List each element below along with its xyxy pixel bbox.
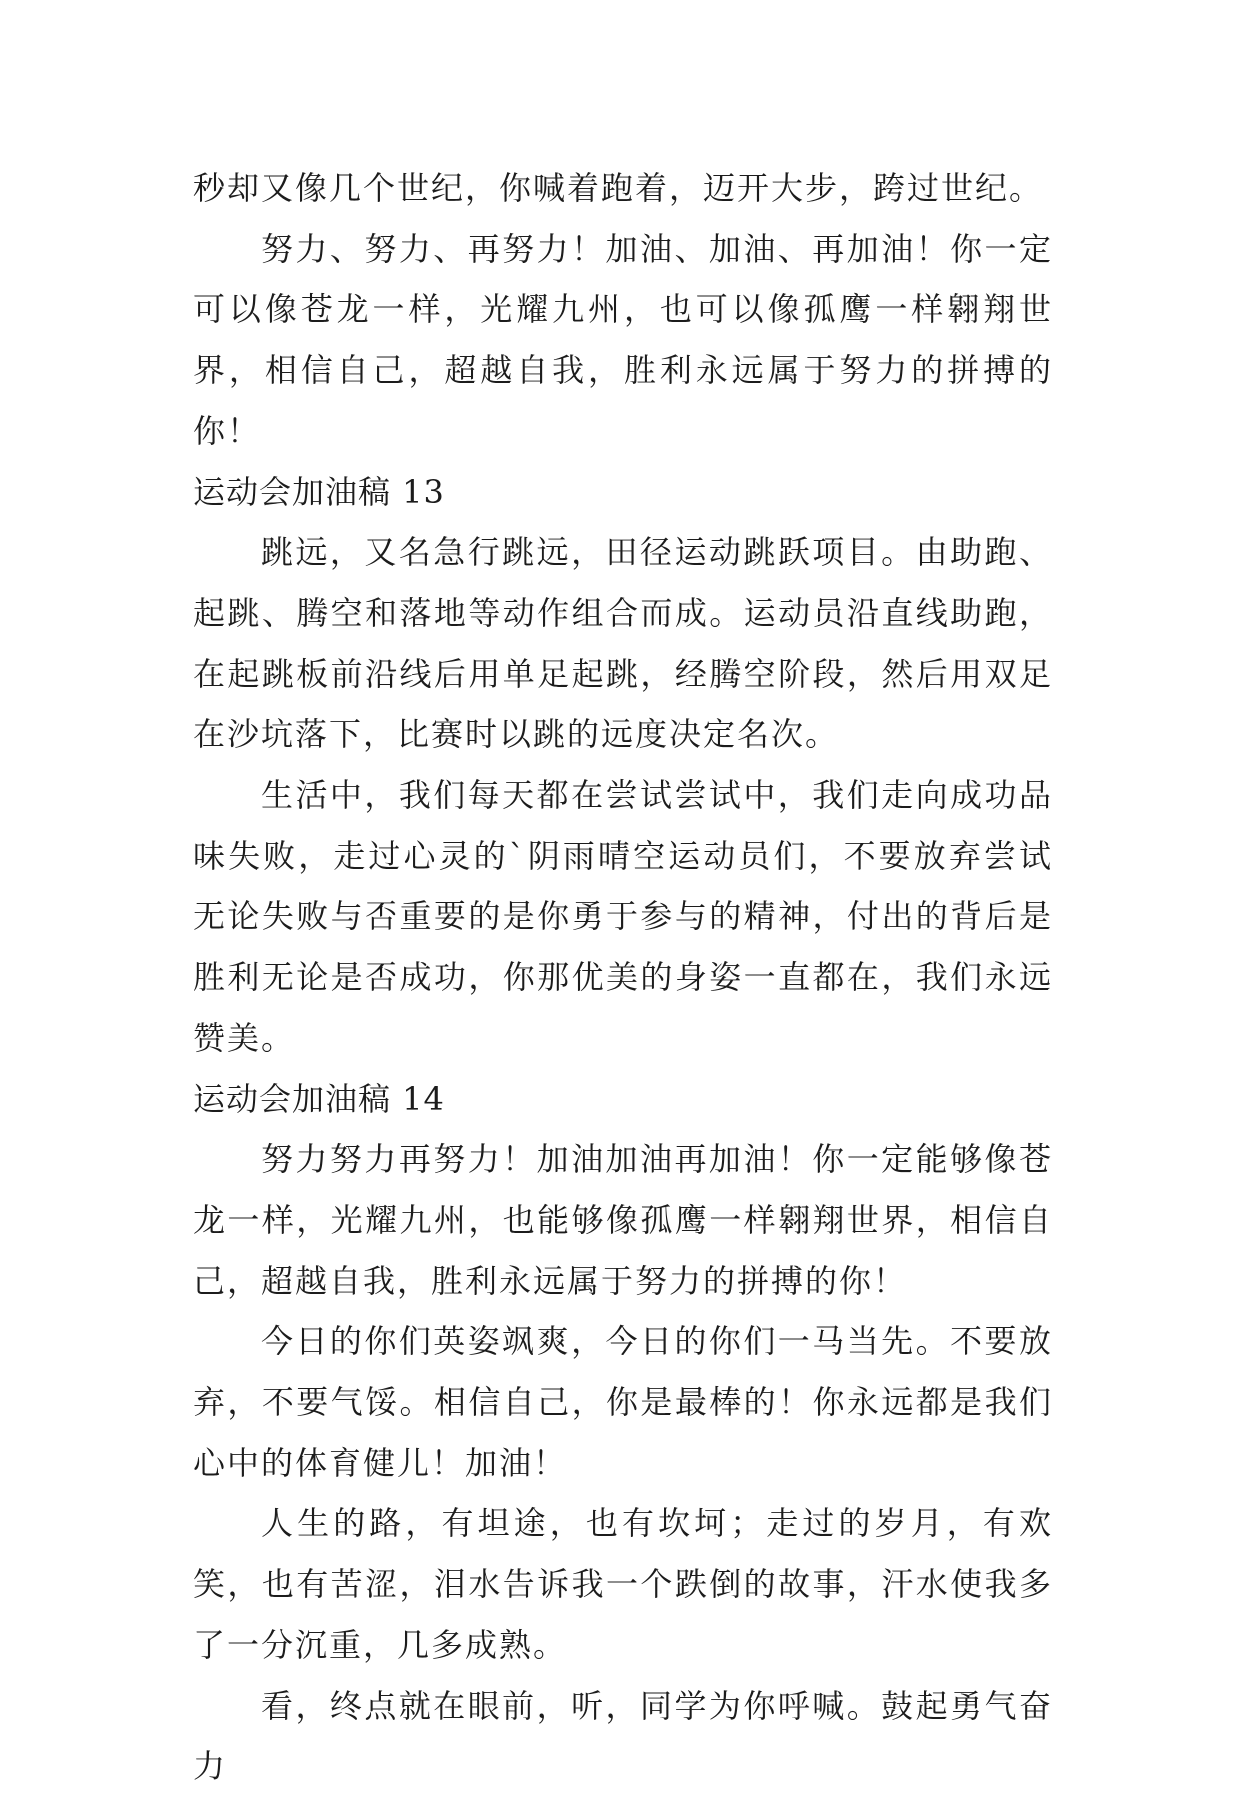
- section-heading: 运动会加油稿 13: [193, 472, 445, 511]
- paragraph-continuation: 秒却又像几个世纪，你喊着跑着，迈开大步，跨过世纪。: [193, 169, 1044, 207]
- paragraph: 人生的路，有坦途，也有坎坷；走过的岁月，有欢笑，也有苦涩，泪水告诉我一个跌倒的故事，汗水使我多了一分沉重，几多成熟。: [193, 1504, 1053, 1664]
- paragraph: 看，终点就在眼前，听，同学为你呼喊。鼓起勇气奋力: [193, 1686, 1053, 1786]
- paragraph: 生活中，我们每天都在尝试尝试中，我们走向成功品味失败，走过心灵的`阴雨晴空运动员们，不要放弃尝试无论失败与否重要的是你勇于参与的精神，付出的背后是胜利无论是否成功，你那优美的身姿一直都在，我们永远赞美。: [193, 776, 1053, 1057]
- section-heading: 运动会加油稿 14: [193, 1079, 445, 1118]
- document-body: [193, 158, 1053, 1797]
- paragraph: 努力努力再努力！加油加油再加油！你一定能够像苍龙一样，光耀九州，也能够像孤鹰一样翱翔世界，相信自己，超越自我，胜利永远属于努力的拼搏的你！: [193, 1140, 1053, 1300]
- paragraph: 努力、努力、再努力！加油、加油、再加油！你一定可以像苍龙一样，光耀九州，也可以像孤鹰一样翱翔世界，相信自己，超越自我，胜利永远属于努力的拼搏的你！: [193, 229, 1053, 450]
- paragraph: 跳远，又名急行跳远，田径运动跳跃项目。由助跑、起跳、腾空和落地等动作组合而成。运动员沿直线助跑，在起跳板前沿线后用单足起跳，经腾空阶段，然后用双足在沙坑落下，比赛时以跳的远度决定名次。: [193, 533, 1053, 754]
- paragraph: 今日的你们英姿飒爽，今日的你们一马当先。不要放弃，不要气馁。相信自己，你是最棒的！你永远都是我们心中的体育健儿！加油！: [193, 1322, 1053, 1482]
